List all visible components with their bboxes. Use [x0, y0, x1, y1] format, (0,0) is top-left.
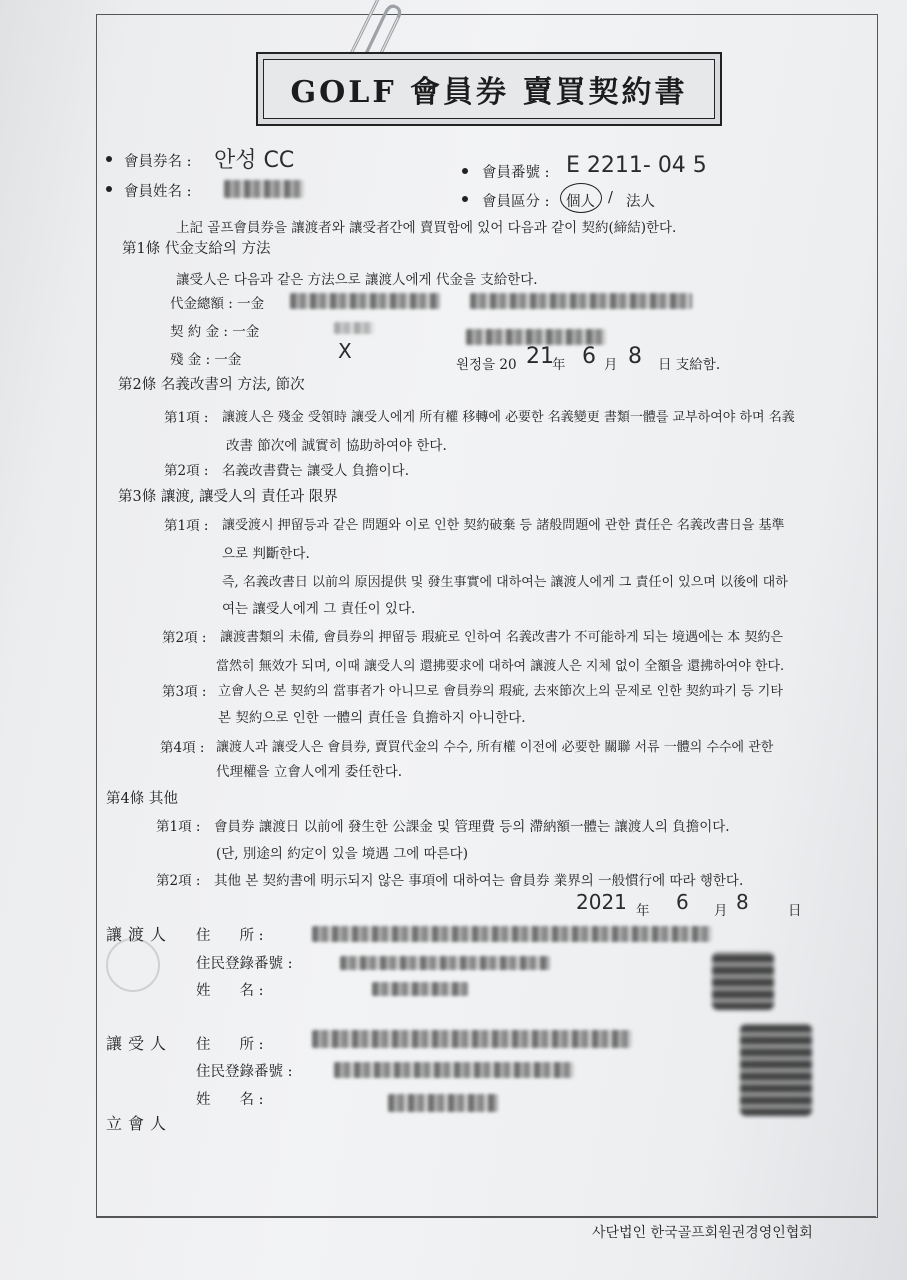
article2-item1-label: 第1項 :: [164, 410, 209, 426]
date-day: 8: [736, 890, 749, 914]
article3-item3-line2: 본 契約으로 인한 一體의 責任을 負擔하지 아니한다.: [218, 710, 526, 726]
transferee-label: 讓受人: [106, 1034, 173, 1053]
bullet-icon: [462, 196, 468, 202]
date-month: 6: [676, 890, 689, 914]
transferor-id-label: 住民登錄番號 :: [196, 956, 293, 972]
date-month-unit: 月: [714, 903, 728, 919]
date-year-unit: 年: [636, 903, 650, 919]
payment-month: 6: [582, 344, 596, 369]
article1-body: 讓受人은 다음과 같은 方法으로 讓渡人에게 代金을 支給한다.: [176, 272, 538, 288]
article3-item4-label: 第4項 :: [160, 740, 205, 756]
membership-name-value: 안성 CC: [214, 148, 295, 173]
balance-mark: X: [338, 339, 352, 363]
bullet-icon: [106, 156, 112, 162]
witness-label: 立會人: [106, 1114, 173, 1133]
article4-item1-label: 第1項 :: [156, 819, 201, 835]
redacted-transferor-name: [372, 982, 468, 996]
division-corporate: 法人: [626, 194, 655, 210]
article4-item1-line1: 會員券 讓渡日 以前에 發生한 公課金 및 管理費 등의 滯納額一體는 讓渡人의 負擔이다.: [214, 819, 730, 835]
article4-item1-line2: (단, 別途의 約定이 있을 境遇 그에 따른다): [216, 846, 468, 862]
redacted-transferor-seal: [712, 952, 774, 1010]
payment-month-unit: 月: [604, 357, 618, 373]
redacted-total-amount: [290, 293, 440, 309]
redacted-transferee-name: [388, 1094, 498, 1112]
transferee-address-label: 住 所 :: [196, 1037, 264, 1053]
division-label: 會員區分 :: [482, 194, 550, 210]
bullet-icon: [106, 186, 112, 192]
article4-title: 第4條 其他: [106, 791, 178, 807]
redacted-transferor-id: [340, 956, 550, 970]
redacted-member-name: [224, 180, 304, 198]
article3-item1-label: 第1項 :: [164, 518, 209, 534]
payment-year-unit: 年: [552, 357, 566, 373]
redacted-deposit-words: [466, 329, 606, 345]
membership-name-label: 會員券名 :: [124, 154, 192, 170]
payment-day: 8: [628, 344, 642, 369]
date-year: 2021: [576, 890, 627, 914]
article3-item1-line4: 여는 讓受人에게 그 責任이 있다.: [222, 601, 416, 617]
article3-item2-line1: 讓渡書類의 未備, 會員券의 押留등 瑕疵로 인하여 名義改書가 不可能하게 되는 境遇에는 本 契約은: [220, 630, 783, 645]
membership-no-label: 會員番號 :: [482, 165, 550, 181]
article3-item2-label: 第2項 :: [162, 630, 207, 646]
faded-seal-icon: [106, 938, 160, 992]
article2-item2-line1: 名義改書費는 讓受人 負擔이다.: [222, 463, 409, 479]
division-personal: 個人: [566, 194, 595, 210]
payment-prefix: 원정을 20: [456, 357, 517, 373]
article2-title: 第2條 名義改書의 方法, 節次: [118, 377, 305, 393]
article4-item2-label: 第2項 :: [156, 873, 201, 889]
article3-item4-line2: 代理權을 立會人에게 委任한다.: [216, 764, 403, 780]
redacted-transferor-address: [312, 926, 712, 942]
redacted-total-amount-words: [470, 293, 692, 309]
document-title: GOLF 會員券 賣買契約書: [263, 59, 715, 119]
article3-item4-line1: 讓渡人과 讓受人은 會員券, 賣買代金의 수수, 所有權 이전에 必要한 關聯 서류 一體의 수수에 관한: [216, 740, 774, 755]
payment-suffix: 日 支給함.: [658, 357, 721, 373]
deposit-label: 契 約 金 : 一金: [170, 324, 260, 340]
article2-item1-line1: 讓渡人은 殘金 受領時 讓受人에게 所有權 移轉에 必要한 名義變更 書類一體를 교부하여야 하며 名義: [222, 410, 795, 425]
transferee-name-label: 姓 名 :: [196, 1092, 264, 1108]
redacted-deposit: [334, 322, 374, 334]
footer-divider: [96, 1216, 876, 1217]
article2-item1-line2: 改書 節次에 誠實히 協助하여야 한다.: [226, 438, 447, 454]
transferee-id-label: 住民登錄番號 :: [196, 1064, 293, 1080]
article4-item2-line1: 其他 본 契約書에 明示되지 않은 事項에 대하여는 會員券 業界의 一般慣行에 따라 행한다.: [214, 873, 744, 889]
transferor-name-label: 姓 名 :: [196, 983, 264, 999]
redacted-transferee-seal: [740, 1024, 812, 1116]
redacted-transferee-address: [312, 1030, 632, 1048]
date-day-unit: 日: [788, 903, 802, 919]
bullet-icon: [462, 168, 468, 174]
member-name-label: 會員姓名 :: [124, 184, 192, 200]
intro-text: 上記 골프會員券을 讓渡者와 讓受者간에 賣買함에 있어 다음과 같이 契約(締結)한다.: [176, 220, 677, 236]
division-slash: /: [608, 190, 613, 206]
article2-item2-label: 第2項 :: [164, 463, 209, 479]
total-amount-label: 代金總額 : 一金: [170, 296, 265, 312]
transferor-label: 讓渡人: [106, 925, 173, 944]
article3-item3-line1: 立會人은 본 契約의 當事者가 아니므로 會員券의 瑕疵, 去來節次上의 문제로 인한 契約파기 등 기타: [218, 684, 783, 699]
article3-item3-label: 第3項 :: [162, 684, 207, 700]
article3-item2-line2: 當然히 無效가 되며, 이때 讓受人의 還拂要求에 대하여 讓渡人은 지체 없이 全額을 還拂하여야 한다.: [216, 659, 785, 674]
article1-title: 第1條 代金支給의 方法: [122, 241, 271, 257]
footer-association: 사단법인 한국골프회원권경영인협회: [592, 1225, 813, 1241]
title-box: [256, 52, 722, 126]
article3-item1-line1: 讓受渡시 押留등과 같은 問題와 이로 인한 契約破棄 등 諸般問題에 관한 責任은 名義改書日을 基準: [222, 518, 785, 533]
membership-no-value: E 2211- 04 5: [566, 153, 707, 178]
balance-label: 殘 金 : 一金: [170, 352, 242, 368]
payment-year: 21: [526, 344, 554, 369]
redacted-transferee-id: [334, 1062, 574, 1078]
article3-item1-line3: 즉, 名義改書日 以前의 原因提供 및 發生事實에 대하여는 讓渡人에게 그 責任이 있으며 以後에 대하: [222, 575, 788, 590]
article3-item1-line2: 으로 判斷한다.: [222, 546, 310, 562]
article3-title: 第3條 讓渡, 讓受人의 責任과 限界: [118, 489, 338, 505]
transferor-address-label: 住 所 :: [196, 928, 264, 944]
